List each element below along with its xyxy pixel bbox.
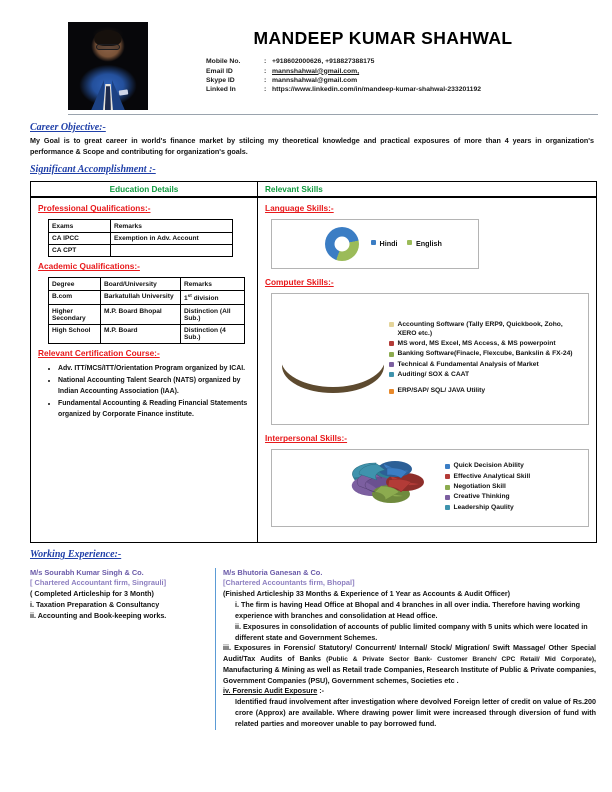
- legend-swatch-icon: [389, 341, 394, 346]
- grid-content-row: [31, 198, 597, 543]
- col-remarks: Remarks: [111, 220, 233, 232]
- legend-swatch-icon: [445, 474, 450, 479]
- skills-column: [258, 198, 597, 543]
- experience-point: i. Taxation Preparation & Consultancy: [30, 600, 160, 610]
- legend-item: [389, 371, 583, 380]
- legend-label: Auditing/ SOX & CAAT: [397, 371, 470, 379]
- experience-point-i: i. The firm is having Head Office at Bhopal and 4 branches in all over india. Therefore having working experience with branches and consolidation at Head office.: [235, 600, 581, 620]
- contact-row-skype: [206, 76, 481, 85]
- legend-swatch-icon: [445, 505, 450, 510]
- contact-label-skype: Skype ID: [206, 76, 235, 84]
- education-column: [31, 198, 258, 543]
- legend-item: [389, 340, 583, 349]
- main-grid: [30, 181, 597, 543]
- legend-swatch-icon: [445, 485, 450, 490]
- legend-swatch-icon: [371, 240, 376, 245]
- cell-exam: CA IPCC: [49, 232, 111, 244]
- list-item: • National Accounting Talent Search (NATS) organized by Indian Accounting Association (IAA).: [58, 376, 250, 397]
- forensic-audit-suffix: :-: [317, 686, 325, 696]
- legend-swatch-icon: [389, 389, 394, 394]
- page-title: MANDEEP KUMAR SHAHWAL: [253, 28, 513, 48]
- col-remarks: Remarks: [181, 278, 245, 290]
- list-item: • Fundamental Accounting & Reading Financial Statements organized by Corporate Finance institute.: [58, 399, 250, 420]
- professional-qualifications-table: [48, 219, 233, 257]
- photo-pocket-square: [119, 89, 128, 95]
- academic-qualifications-table: [48, 277, 245, 344]
- experience-point-iii: [223, 643, 596, 686]
- contact-label-linkedin: Linked In: [206, 86, 236, 94]
- duration-left: ( Completed Articleship for 3 Month): [30, 589, 154, 599]
- interpersonal-skills-heading: Interpersonal Skills:-: [265, 433, 348, 444]
- career-objective-heading: Career Objective:-: [30, 122, 106, 133]
- contact-row-linkedin: [206, 85, 481, 94]
- legend-item: [445, 493, 530, 502]
- legend-item: [389, 387, 583, 396]
- firm-sub-right: [Chartered Accountants firm, Bhopal]: [223, 578, 355, 588]
- legend-item: [407, 239, 441, 249]
- legend-label: MS word, MS Excel, MS Access, & MS powerpoint: [397, 340, 556, 348]
- skills-banner: Relevant Skills: [258, 182, 596, 197]
- experience-right-column: [216, 568, 596, 729]
- computer-skills-chart: [271, 293, 589, 425]
- significant-accomplishment-heading: Significant Accomplishment :-: [30, 164, 156, 176]
- legend-label: Effective Analytical Skill: [453, 472, 531, 480]
- working-experience-heading: Working Experience:-: [30, 549, 122, 561]
- language-skills-chart: [271, 219, 479, 269]
- legend-swatch-icon: [389, 372, 394, 377]
- legend-swatch-icon: [389, 362, 394, 367]
- table-row: [49, 305, 245, 324]
- professional-qualifications-heading: Professional Qualifications:-: [38, 203, 151, 214]
- col-exams: Exams: [49, 220, 111, 232]
- cell-board: Barkatullah University: [101, 290, 181, 305]
- certification-course-heading: Relevant Certification Course:-: [38, 348, 160, 359]
- contact-table: [206, 57, 481, 95]
- contact-row-email: [206, 66, 481, 75]
- cell-board: M.P. Board: [101, 324, 181, 343]
- cell-remark: [111, 245, 233, 257]
- table-row: [49, 324, 245, 343]
- contact-sep-linkedin: :: [264, 86, 267, 94]
- forensic-audit-label-row: [223, 686, 596, 697]
- photo-glasses: [96, 44, 120, 50]
- cell-degree: High School: [49, 324, 101, 343]
- legend-item: [389, 321, 583, 339]
- cell-degree: B.com: [49, 290, 101, 305]
- cell-remark: 1st division: [181, 290, 245, 305]
- legend-swatch-icon: [445, 495, 450, 500]
- firm-name-right: M/s Bhutoria Ganesan & Co.: [223, 568, 323, 578]
- legend-label: Quick Decision Ability: [453, 462, 524, 470]
- legend-label: Hindi: [379, 238, 398, 248]
- cell-degree: Higher Secondary: [49, 305, 101, 324]
- computer-legend: [389, 321, 583, 398]
- contact-label-mobile: Mobile No.: [206, 58, 241, 66]
- skills-banner-cell: [258, 182, 597, 198]
- list-item: • Adv. ITT/MCS/ITT/Orientation Program organized by ICAI.: [58, 364, 250, 374]
- interpersonal-pie-chart: [329, 456, 445, 520]
- col-degree: Degree: [49, 278, 101, 290]
- legend-label: Accounting Software (Tally ERP9, Quickbook, Zoho, XERO etc.): [397, 320, 563, 337]
- language-donut-chart: [325, 227, 359, 261]
- table-row: [49, 232, 233, 244]
- career-objective-text: My Goal is to great career in world's finance market by stilcing my theoretical knowledge and practical exposures of more than 4 years in organization's performance & Scope and contributing for organization's goals.: [30, 136, 594, 157]
- experience-left-column: [30, 568, 216, 729]
- education-banner: Education Details: [31, 182, 257, 197]
- point-iii-part-a: iii. Exposures in Forensic/ Statutory/ Concurrent/ Internal/ Stock/ Migration/ Swift Massage/ Other Special Audit/Tax Audits of Banks: [223, 643, 596, 664]
- contact-row-mobile: [206, 57, 481, 66]
- photo-lapel-left: [91, 80, 104, 110]
- legend-item: [445, 462, 530, 471]
- portrait-photo: [68, 22, 148, 110]
- firm-name-left: M/s Sourabh Kumar Singh & Co.: [30, 568, 144, 578]
- header-divider: [68, 114, 598, 115]
- language-legend: [371, 239, 442, 250]
- legend-label: English: [415, 238, 442, 248]
- cell-remark: Exemption in Adv. Account: [111, 232, 233, 244]
- language-skills-heading: Language Skills:-: [265, 203, 334, 214]
- legend-swatch-icon: [389, 322, 394, 327]
- experience-point: ii. Accounting and Book-keeping works.: [30, 610, 167, 620]
- linkedin-link[interactable]: https://www.linkedin.com/in/mandeep-kumar-shahwal-233201192: [272, 86, 482, 94]
- legend-item: [445, 473, 530, 482]
- contact-sep-email: :: [264, 67, 267, 75]
- contact-value-mobile: +918602000626, +918827388175: [272, 58, 375, 66]
- cell-board: M.P. Board Bhopal: [101, 305, 181, 324]
- legend-label: Technical & Fundamental Analysis of Market: [397, 360, 539, 368]
- computer-pie-disc: [281, 331, 385, 387]
- legend-item: [445, 504, 530, 513]
- table-row: [49, 245, 233, 257]
- legend-swatch-icon: [445, 464, 450, 469]
- legend-label: Banking Software(Finacle, Flexcube, Bankslin & FX-24): [397, 350, 573, 358]
- duration-right: (Finished Articleship 33 Months & Experience of 1 Year as Accounts & Audit Officer): [223, 589, 511, 599]
- computer-skills-heading: Computer Skills:-: [265, 277, 334, 288]
- col-board: Board/University: [101, 278, 181, 290]
- contact-label-email: Email ID: [206, 67, 233, 75]
- experience-point-ii: ii. Exposures in consolidation of accounts of public limited company with 5 units which were located in different state and Government Schemes.: [235, 621, 588, 642]
- academic-qualifications-heading: Academic Qualifications:-: [38, 261, 140, 272]
- legend-label: ERP/SAP/ SQL/ JAVA Utility: [397, 387, 486, 395]
- forensic-audit-text: Identified fraud involvement after investigation where devolved Foreign letter of credit on value of Rs.200 crore (Approx) are available. Where drawing power limit were increased through diversion of fund with related parties and moreover unable to pay borrowed fund.: [235, 697, 596, 728]
- legend-item: [389, 361, 583, 370]
- legend-item: [371, 239, 397, 249]
- forensic-audit-label: iv. Forensic Audit Exposure: [223, 686, 318, 696]
- firm-sub-left: [ Chartered Accountant firm, Singrauli]: [30, 578, 167, 588]
- interpersonal-legend: [445, 462, 530, 514]
- table-header-row: [49, 278, 245, 290]
- cell-remark: Distinction (All Sub.): [181, 305, 245, 324]
- contact-sep-skype: :: [264, 76, 267, 84]
- photo-container: [68, 22, 154, 110]
- working-experience-section: [30, 568, 596, 729]
- point-iii-part-b: (Public & Private Sector Bank- Customer Branch/ CPC Retail/ Mid Corporate): [326, 656, 594, 664]
- legend-label: Negotiation Skill: [453, 483, 506, 491]
- contact-value-skype: mannshahwal@gmail.com: [272, 76, 358, 84]
- header-text: [154, 22, 598, 95]
- grid-banner-row: [31, 182, 597, 198]
- legend-swatch-icon: [407, 240, 412, 245]
- cell-remark: Distinction (4 Sub.): [181, 324, 245, 343]
- table-header-row: [49, 220, 233, 232]
- legend-label: Creative Thinking: [453, 493, 510, 501]
- computer-pie-chart: [277, 311, 389, 407]
- point-iii-part-c: , Manufacturing & Mining as well as Retail trade Companies, Research Institute of Public & Private companies, Government Companies (PSU), Government schemes, Societies etc .: [223, 654, 596, 685]
- skills-content: [258, 198, 596, 542]
- legend-item: [389, 350, 583, 359]
- certification-list: [38, 364, 250, 420]
- email-link[interactable]: mannshahwal@gmail.com,: [272, 67, 360, 75]
- legend-item: [445, 483, 530, 492]
- education-content: [31, 198, 257, 429]
- contact-sep-mobile: :: [264, 58, 267, 66]
- legend-label: Leadership Qaulity: [453, 503, 514, 511]
- interpersonal-skills-chart: [271, 449, 589, 527]
- cell-exam: CA CPT: [49, 245, 111, 257]
- legend-swatch-icon: [389, 352, 394, 357]
- interpersonal-pie-svg: [329, 456, 445, 520]
- header: [0, 0, 612, 110]
- table-row: [49, 290, 245, 305]
- education-banner-cell: [31, 182, 258, 198]
